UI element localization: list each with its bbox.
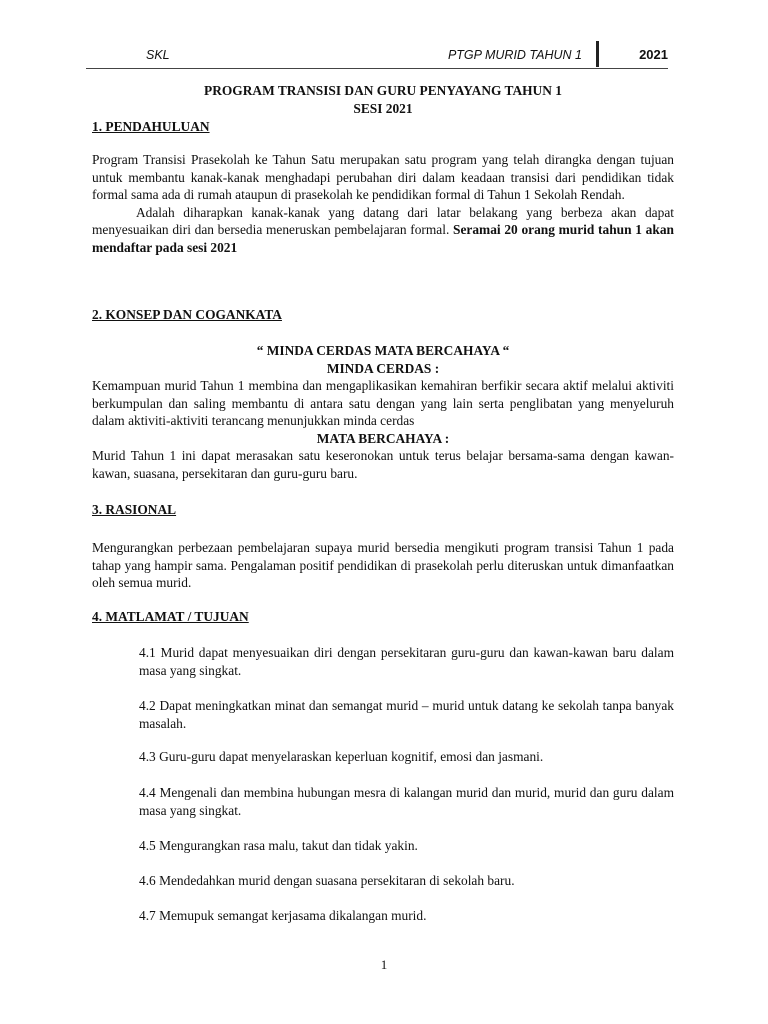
goal-item: 4.2 Dapat meningkatkan minat dan semangat murid – murid untuk datang ke sekolah tanpa banyak masalah. [139, 698, 674, 731]
goal-item: 4.4 Mengenali dan membina hubungan mesra di kalangan murid dan murid, murid dan guru dalam masa yang singkat. [139, 785, 674, 818]
section-4-heading: 4. MATLAMAT / TUJUAN [92, 609, 249, 624]
section-1-para-2-bold: Seramai 20 orang murid tahun 1 akan mendaftar pada sesi 2021 [92, 222, 674, 255]
header-year: 2021 [639, 47, 668, 62]
page-number: 1 [380, 957, 388, 972]
document-title [92, 82, 674, 117]
header-left: SKL [146, 48, 170, 62]
section-2-heading: 2. KONSEP DAN COGANKATA [92, 307, 282, 322]
section-1-para-2 [92, 204, 674, 257]
goal-item: 4.7 Memupuk semangat kerjasama dikalangan murid. [139, 908, 427, 923]
title-line-1: PROGRAM TRANSISI DAN GURU PENYAYANG TAHUN 1 [204, 83, 562, 98]
section-3-body [92, 539, 674, 592]
page-header [86, 44, 668, 69]
header-cursor-bar [596, 41, 599, 67]
subheading-minda-cerdas: MINDA CERDAS : [326, 360, 440, 376]
section-1-body [92, 151, 674, 256]
section-1-heading: 1. PENDAHULUAN [92, 119, 210, 134]
section-3-heading: 3. RASIONAL [92, 502, 177, 517]
title-line-2: SESI 2021 [353, 100, 413, 116]
section-1-para-1: Program Transisi Prasekolah ke Tahun Satu merupakan satu program yang telah dirangka dengan tujuan untuk membantu kanak-kanak menghadapi perubahan diri dalam keadaan transisi dari pendidikan tidak formal sama ada di rumah ataupun di prasekolah ke pendidikan formal di Tahun 1 Sekolah Rendah. [92, 152, 674, 202]
goal-item: 4.1 Murid dapat menyesuaikan diri dengan persekitaran guru-guru dan kawan-kawan baru dalam masa yang singkat. [139, 645, 674, 678]
section-2-body [92, 342, 674, 482]
section-3-text: Mengurangkan perbezaan pembelajaran supaya murid bersedia mengikuti program transisi Tahun 1 pada tahap yang hampir sama. Pengalaman positif pendidikan di prasekolah perlu diteruskan untuk dimanfaatkan oleh semua murid. [92, 540, 674, 590]
goal-item: 4.5 Mengurangkan rasa malu, takut dan tidak yakin. [139, 838, 418, 853]
header-right: PTGP MURID TAHUN 1 [447, 48, 582, 62]
goal-item: 4.3 Guru-guru dapat menyelaraskan keperluan kognitif, emosi dan jasmani. [139, 749, 544, 764]
motto: “ MINDA CERDAS MATA BERCAHAYA “ [256, 343, 510, 358]
goal-item: 4.6 Mendedahkan murid dengan suasana persekitaran di sekolah baru. [139, 873, 515, 888]
mata-bercahaya-text: Murid Tahun 1 ini dapat merasakan satu keseronokan untuk terus belajar bersama-sama dengan kawan-kawan, suasana, persekitaran dan guru-guru baru. [92, 448, 674, 481]
subheading-mata-bercahaya: MATA BERCAHAYA : [316, 430, 450, 446]
section-1-para-2-text: Adalah diharapkan kanak-kanak yang datang dari latar belakang yang berbeza akan dapat menyesuaikan diri dan bersedia meneruskan pembelajaran formal. [92, 204, 674, 237]
minda-cerdas-text: Kemampuan murid Tahun 1 membina dan mengaplikasikan kemahiran berfikir secara aktif melalui aktiviti berkumpulan dan saling membantu di antara satu dengan yang lain serta penglibatan yang menyeluruh dalam aktiviti-aktiviti terancang menunjukkan minda cerdas [92, 378, 674, 428]
